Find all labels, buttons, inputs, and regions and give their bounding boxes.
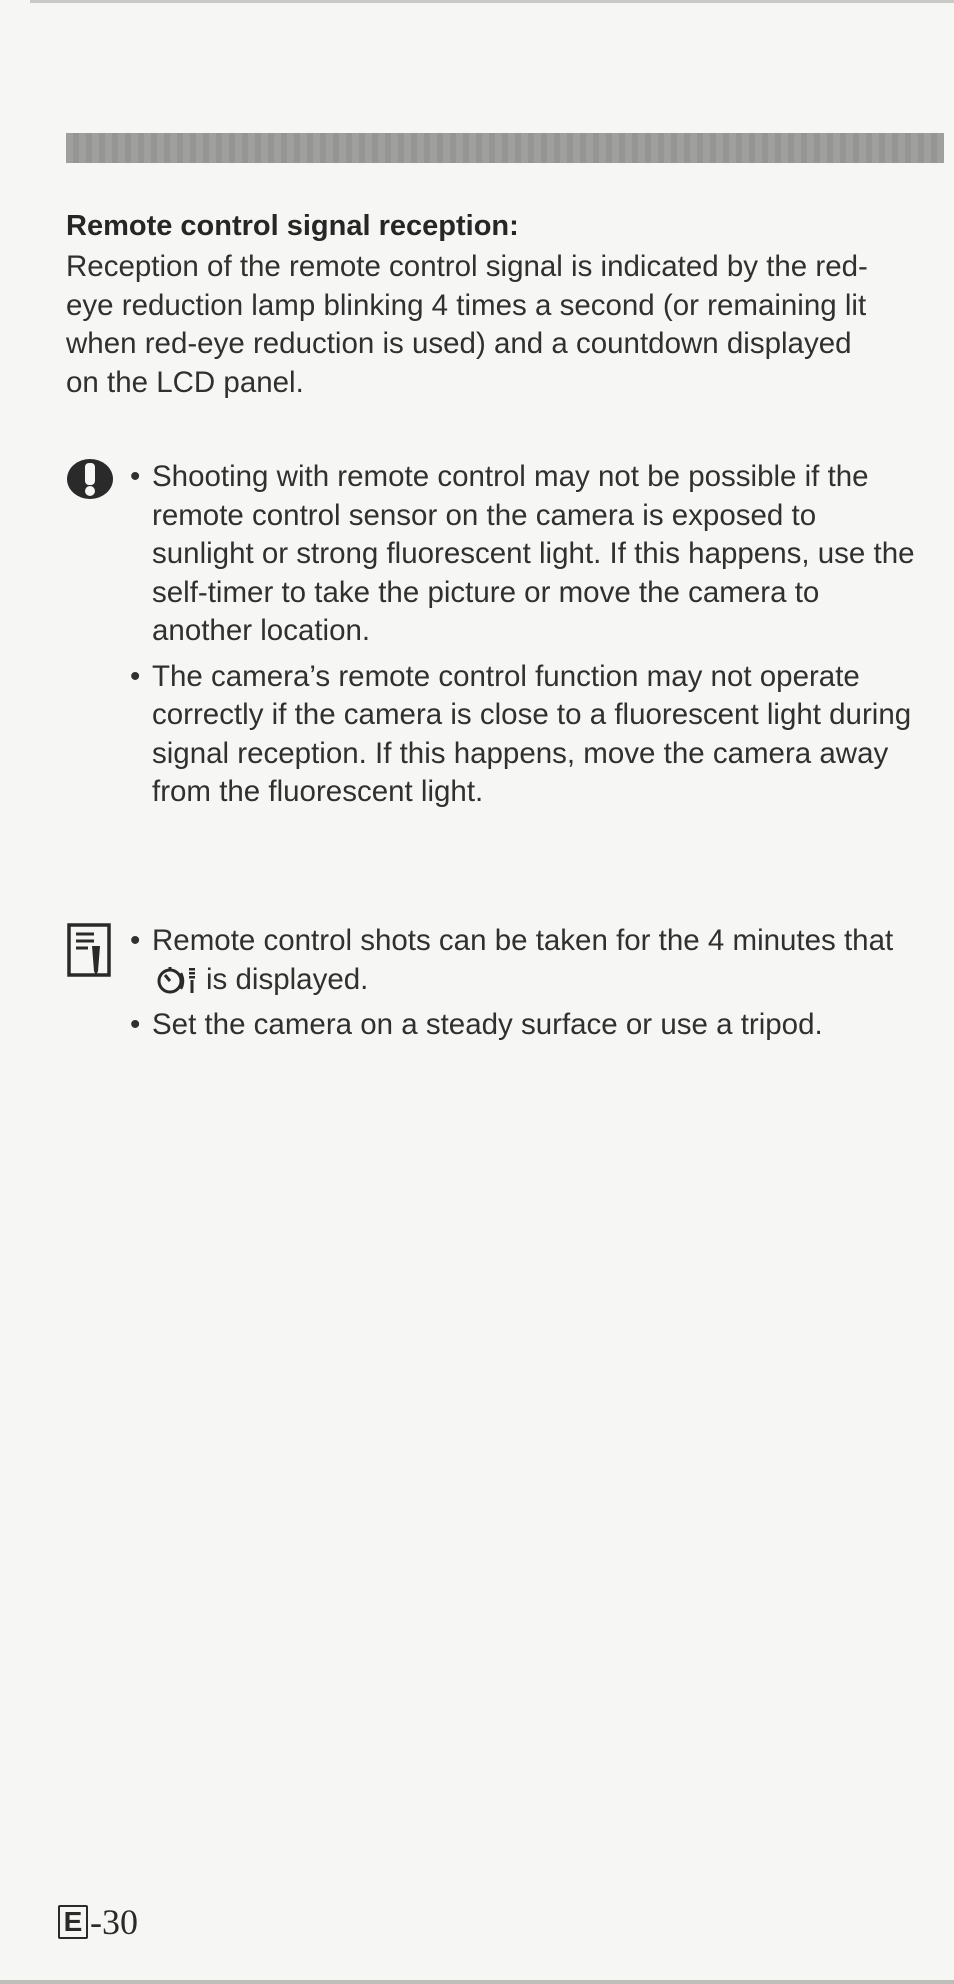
page-number bbox=[58, 1902, 138, 1942]
list-item-text-before: Remote control shots can be taken for the 4 minutes that bbox=[152, 924, 894, 957]
list-item bbox=[130, 922, 920, 999]
list-item-text: Set the camera on a steady surface or use a tripod. bbox=[152, 1008, 823, 1041]
bullet-dot: • bbox=[130, 460, 141, 493]
note-list bbox=[130, 922, 920, 1052]
bullet-dot: • bbox=[130, 659, 141, 693]
bullet-dot: • bbox=[130, 924, 141, 957]
list-item bbox=[130, 458, 920, 651]
section-header-bar bbox=[66, 133, 944, 163]
caution-icon bbox=[66, 458, 114, 505]
list-item bbox=[130, 1006, 920, 1045]
list-item bbox=[130, 658, 920, 812]
language-code-badge: E bbox=[58, 1905, 88, 1939]
list-item-text: Shooting with remote control may not be possible if the remote control sensor on the camera is exposed to sunlight or strong fluorescent light. If this happens, use the self-timer to take the picture or move the camera to another location. bbox=[152, 460, 915, 647]
page-number-text: -30 bbox=[90, 1902, 138, 1942]
intro-paragraph: Reception of the remote control signal is indicated by the red-eye reduction lamp blinking 4 times a second (or remaining lit when red-eye reduction is used) and a countdown displayed on the LCD panel. bbox=[66, 250, 868, 399]
list-item-text: The camera’s remote control function may not operate correctly if the camera is close to a fluorescent light during signal reception. If this happens, move the camera away from the fluorescent light. bbox=[152, 659, 912, 808]
self-timer-remote-icon bbox=[156, 965, 200, 995]
caution-list bbox=[130, 458, 920, 819]
section-heading: Remote control signal reception: bbox=[66, 210, 519, 242]
bullet-dot: • bbox=[130, 1008, 141, 1041]
top-rule bbox=[30, 0, 954, 3]
note-icon bbox=[66, 922, 112, 983]
list-item-text-after: is displayed. bbox=[206, 962, 369, 996]
bottom-rule bbox=[0, 1980, 954, 1984]
